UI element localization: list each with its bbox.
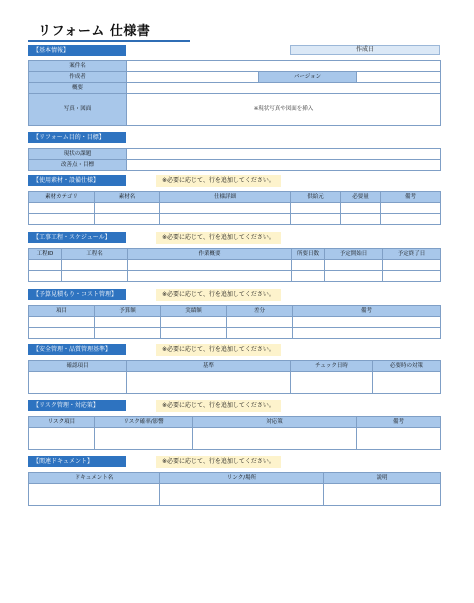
- materials-table: [28, 191, 441, 225]
- basic-info-table: [28, 60, 441, 126]
- goal-label: 改善点・目標: [29, 160, 127, 171]
- budget-col-diff: 差分: [227, 306, 293, 317]
- photo-area[interactable]: ※現状写真や図面を挿入: [127, 94, 441, 126]
- table-row: [29, 203, 441, 214]
- page-title: リフォーム 仕様書: [38, 24, 151, 39]
- materials-col-name: 素材名: [95, 192, 160, 203]
- table-row: [29, 317, 441, 328]
- materials-col-notes: 備考: [381, 192, 441, 203]
- goal-field[interactable]: [127, 160, 441, 171]
- purpose-heading: 【リフォーム目的・目標】: [28, 132, 126, 143]
- schedule-table: [28, 248, 441, 282]
- risk-col-item: リスク項目: [29, 417, 95, 428]
- table-row: [29, 328, 441, 339]
- docs-heading: 【関連ドキュメント】: [28, 456, 126, 467]
- summary-label: 概要: [29, 83, 127, 94]
- schedule-note: ※必要に応じて、行を追加してください。: [156, 232, 281, 244]
- table-row: [29, 214, 441, 225]
- safety-note: ※必要に応じて、行を追加してください。: [156, 344, 281, 356]
- schedule-heading: 【工事工程・スケジュール】: [28, 232, 126, 243]
- table-row: [29, 372, 441, 394]
- safety-col-item: 確認項目: [29, 361, 127, 372]
- version-label: バージョン: [259, 72, 357, 83]
- table-row: [29, 260, 441, 271]
- materials-col-category: 素材カテゴリ: [29, 192, 95, 203]
- schedule-col-start: 予定開始日: [325, 249, 383, 260]
- schedule-col-name: 工程名: [62, 249, 128, 260]
- schedule-col-summary: 作業概要: [128, 249, 292, 260]
- case-name-label: 案件名: [29, 61, 127, 72]
- basic-info-heading: 【基本情報】: [28, 45, 126, 56]
- risk-col-probability: リスク確率/影響: [95, 417, 193, 428]
- table-row: [29, 271, 441, 282]
- table-row: [29, 484, 441, 506]
- schedule-col-id: 工程ID: [29, 249, 62, 260]
- author-field[interactable]: [127, 72, 259, 83]
- risk-heading: 【リスク管理・対応策】: [28, 400, 126, 411]
- materials-col-supplier: 供給元: [291, 192, 341, 203]
- purpose-table: [28, 148, 441, 171]
- safety-table: [28, 360, 441, 394]
- risk-note: ※必要に応じて、行を追加してください。: [156, 400, 281, 412]
- safety-col-measures: 必要時の対策: [373, 361, 441, 372]
- materials-col-spec: 仕様詳細: [160, 192, 291, 203]
- author-label: 作成者: [29, 72, 127, 83]
- materials-col-qty: 必要量: [341, 192, 381, 203]
- risk-col-notes: 備考: [357, 417, 441, 428]
- summary-field[interactable]: [127, 83, 441, 94]
- budget-table: [28, 305, 441, 339]
- docs-table: [28, 472, 441, 506]
- budget-col-notes: 備考: [293, 306, 441, 317]
- docs-note: ※必要に応じて、行を追加してください。: [156, 456, 281, 468]
- docs-col-name: ドキュメント名: [29, 473, 160, 484]
- safety-col-check-time: チェック日時: [291, 361, 373, 372]
- budget-note: ※必要に応じて、行を追加してください。: [156, 289, 281, 301]
- issue-field[interactable]: [127, 149, 441, 160]
- budget-col-item: 項目: [29, 306, 95, 317]
- photo-label: 写真・図面: [29, 94, 127, 126]
- case-name-field[interactable]: [127, 61, 441, 72]
- risk-table: [28, 416, 441, 450]
- date-label: 作成日: [290, 45, 440, 55]
- schedule-col-end: 予定終了日: [383, 249, 441, 260]
- budget-col-budget: 予算額: [95, 306, 161, 317]
- version-field[interactable]: [357, 72, 441, 83]
- materials-note: ※必要に応じて、行を追加してください。: [156, 175, 281, 187]
- risk-col-response: 対応策: [193, 417, 357, 428]
- materials-heading: 【使用素材・設備仕様】: [28, 175, 126, 186]
- issue-label: 現状の課題: [29, 149, 127, 160]
- docs-col-link: リンク/場所: [160, 473, 324, 484]
- table-row: [29, 428, 441, 450]
- budget-heading: 【予算見積もり・コスト管理】: [28, 289, 126, 300]
- title-underline: [28, 40, 190, 42]
- safety-heading: 【安全管理・品質管理基準】: [28, 344, 126, 355]
- docs-col-description: 説明: [324, 473, 441, 484]
- safety-col-standard: 基準: [127, 361, 291, 372]
- schedule-col-days: 所要日数: [292, 249, 325, 260]
- budget-col-actual: 実績額: [161, 306, 227, 317]
